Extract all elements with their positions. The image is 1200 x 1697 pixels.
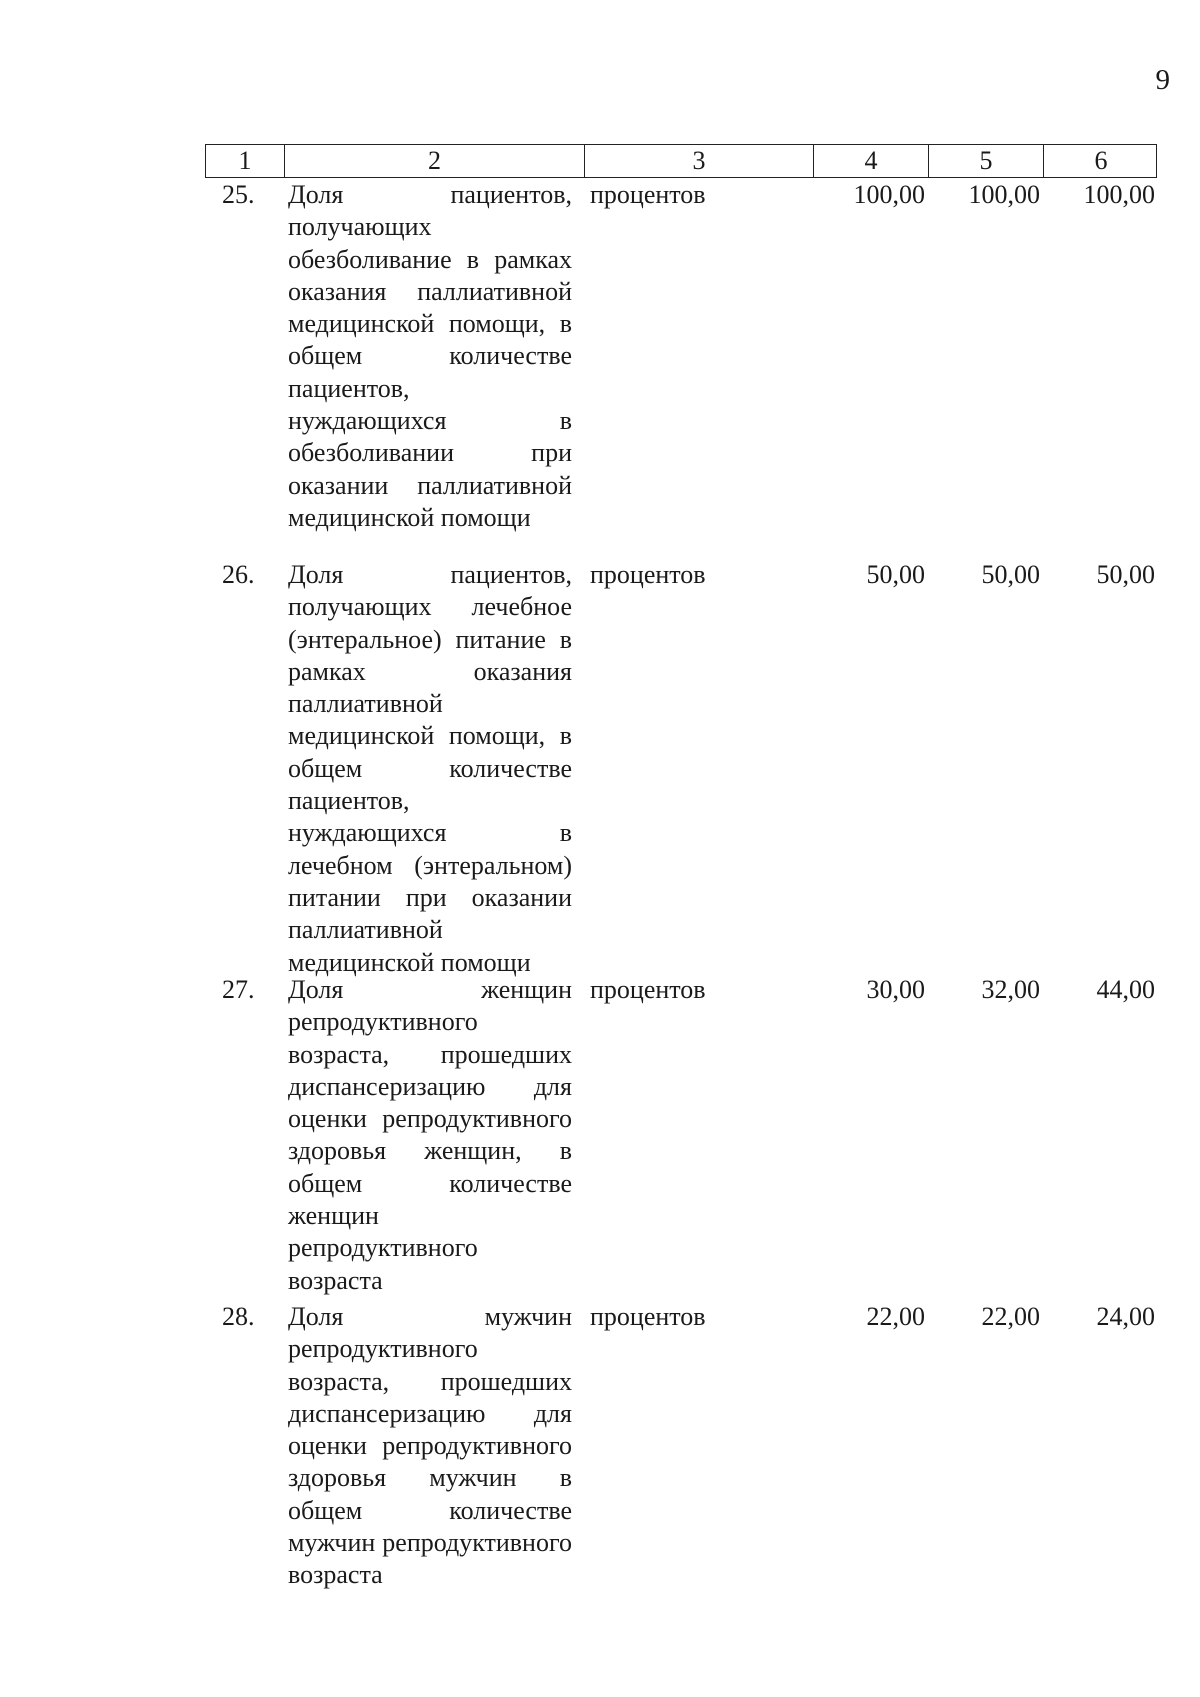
row-value-6: 24,00: [1096, 1302, 1155, 1331]
row-value-6: 50,00: [1096, 560, 1155, 589]
row-value-5: 22,00: [981, 1302, 1040, 1331]
row-value-6: 100,00: [1083, 180, 1155, 209]
header-cell-4: 4: [814, 145, 929, 177]
row-number: 28.: [222, 1302, 255, 1331]
row-value-4: 50,00: [866, 560, 925, 589]
header-cell-1: 1: [206, 145, 285, 177]
row-description: Доля мужчин репродуктивного возраста, прошедших диспансеризацию для оценки репродуктивного здоровья мужчин в общем количестве мужчин репродуктивного возраста: [288, 1302, 572, 1590]
row-value-4: 30,00: [866, 975, 925, 1004]
header-cell-6: 6: [1094, 146, 1108, 175]
row-description: Доля женщин репродуктивного возраста, прошедших диспансеризацию для оценки репродуктивного здоровья женщин, в общем количестве женщин репродуктивного возраста: [288, 975, 572, 1295]
page-number: 9: [1155, 64, 1170, 96]
row-value-5: 32,00: [981, 975, 1040, 1004]
table-header: [205, 144, 1157, 178]
row-unit: процентов: [590, 975, 706, 1004]
header-cell-5: 5: [929, 145, 1044, 177]
row-number: 26.: [222, 560, 255, 589]
row-unit: процентов: [590, 560, 706, 589]
row-value-4: 22,00: [866, 1302, 925, 1331]
row-value-5: 50,00: [981, 560, 1040, 589]
header-cell-3: 3: [585, 145, 814, 177]
row-value-6: 44,00: [1096, 975, 1155, 1004]
row-value-4: 100,00: [853, 180, 925, 209]
row-description: Доля пациентов, получающих обезболивание в рамках оказания паллиативной медицинской помощи, в общем количестве пациентов, нуждающихся в обезболивании при оказании паллиативной медицинской помощи: [288, 180, 572, 532]
row-value-5: 100,00: [968, 180, 1040, 209]
row-number: 25.: [222, 180, 255, 209]
header-cell-2: 2: [285, 145, 585, 177]
row-unit: процентов: [590, 180, 706, 209]
row-description: Доля пациентов, получающих лечебное (энтеральное) питание в рамках оказания паллиативной медицинской помощи, в общем количестве пациентов, нуждающихся в лечебном (энтеральном) питании при оказании паллиативной медицинской помощи: [288, 560, 572, 977]
row-unit: процентов: [590, 1302, 706, 1331]
row-number: 27.: [222, 975, 255, 1004]
